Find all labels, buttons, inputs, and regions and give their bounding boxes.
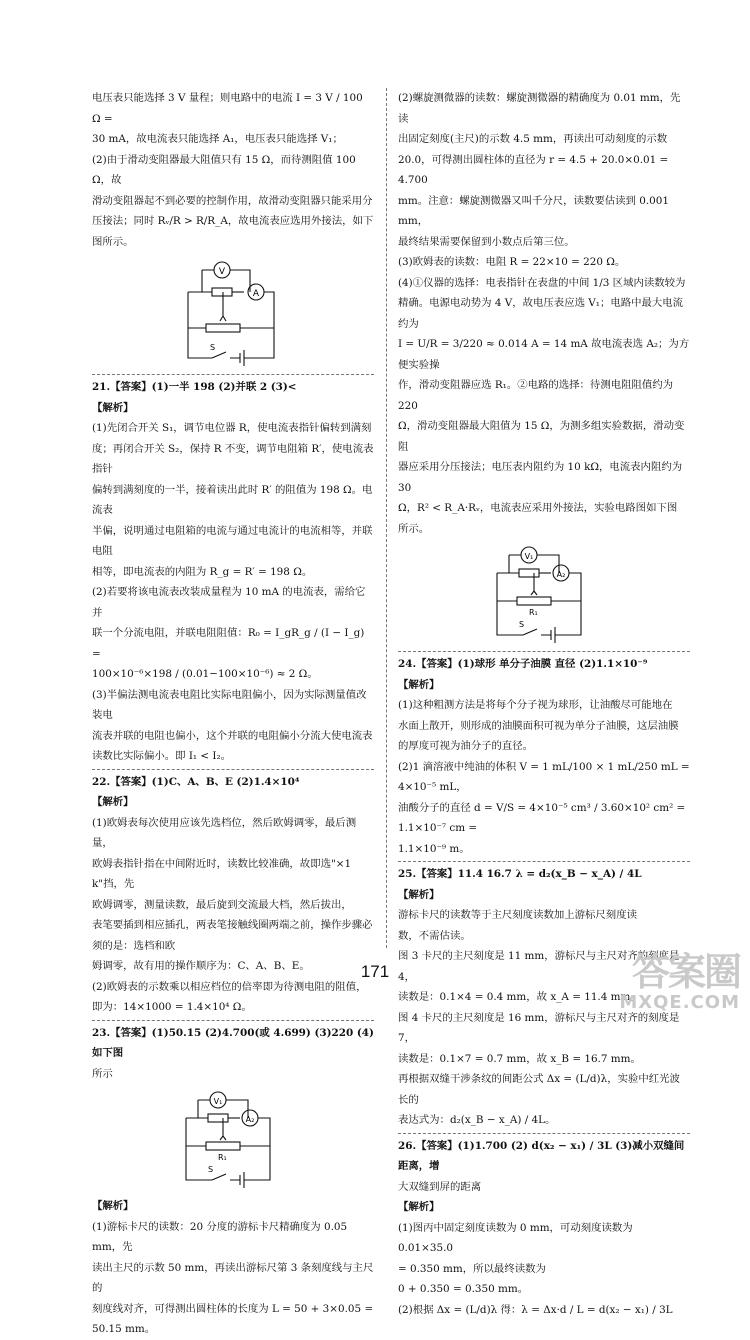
text-line: 再根据双缝干涉条纹的间距公式 Δx = (L/d)λ，实验中红光波长的 xyxy=(398,1073,680,1106)
text-line: 读数是：0.1×4 = 0.4 mm，故 x_A = 11.4 mm。 xyxy=(398,991,641,1003)
text-line: (2)螺旋测微器的读数：螺旋测微器的精确度为 0.01 mm，先读 xyxy=(398,92,681,125)
text-line: (1)欧姆表每次使用应该先选档位，然后欧姆调零，最后测量， xyxy=(92,816,357,849)
analysis-tag: 【解析】 xyxy=(398,678,440,691)
text-line: 压接法；同时 Rᵥ/R > R/R_A，故电流表应选用外接法，如下图所示。 xyxy=(92,215,374,248)
answer-line: 24.【答案】(1)球形 单分子油膜 直径 (2)1.1×10⁻⁹ xyxy=(398,658,648,670)
text-line: (3)欧姆表的读数：电阻 R = 22×10 = 220 Ω。 xyxy=(398,256,626,268)
text-line: 30 mA，故电流表只能选择 A₁，电压表只能选择 V₁； xyxy=(92,133,343,145)
text-line: Ω，滑动变阻器最大阻值为 15 Ω，为测多组实验数据，滑动变阻 xyxy=(398,420,685,453)
text-line: 读数比实际偏小。即 I₁ < I₂。 xyxy=(92,750,232,762)
question-23 xyxy=(92,1020,374,1340)
text-line: 即为：14×1000 = 1.4×10⁴ Ω。 xyxy=(92,1001,252,1013)
text-line: 图 3 卡尺的主尺刻度是 11 mm，游标尺与主尺对齐的刻度是 4， xyxy=(398,950,680,983)
text-line: (2)根据 Δx = (L/d)λ 得：λ = Δx·d / L = d(x₂ − x₁) / 3L xyxy=(398,1303,673,1316)
question-21 xyxy=(92,374,374,767)
answer-line: 21.【答案】(1)一半 198 (2)并联 2 (3)< xyxy=(92,381,297,393)
text-line: 姆调零，故有用的操作顺序为：C、A、B、E。 xyxy=(92,960,310,972)
text-line: 的厚度可视为油分子的直径。 xyxy=(398,740,534,752)
answer-line: 23.【答案】(1)50.15 (2)4.700(或 4.699) (3)220 (4)如下图 xyxy=(92,1026,374,1059)
text-line: (1)这种粗测方法是将每个分子视为球形，让油酸尽可能地在 xyxy=(398,699,673,711)
text-line: 度；再闭合开关 S₂，保持 R 不变，调节电阻箱 R′，使电流表指针 xyxy=(92,442,374,475)
text-line: 油酸分子的直径 d = V/S = 4×10⁻⁵ cm³ / 3.60×10² cm² = 1.1×10⁻⁷ cm = xyxy=(398,801,686,834)
rheostat-label: R₁ xyxy=(218,1153,227,1162)
voltmeter-label: V xyxy=(218,267,226,277)
analysis-tag: 【解析】 xyxy=(398,888,440,901)
text-line: 50.15 mm。 xyxy=(92,1323,156,1335)
analysis-tag: 【解析】 xyxy=(92,401,134,414)
text-line: 表笔要插到相应插孔，两表笔接触线圈两端之前，操作步骤必须的是：选档和欧 xyxy=(92,919,373,952)
text-line: 图 4 卡尺的主尺刻度是 16 mm，游标尺与主尺对齐的刻度是 7， xyxy=(398,1011,680,1044)
circuit-diagram-1 xyxy=(178,258,288,368)
text-line: 出固定刻度(主尺)的示数 4.5 mm，再读出可动刻度的示数 xyxy=(398,133,668,145)
answer-line-continued: 所示 xyxy=(92,1067,113,1080)
answer-line-continued: 大双缝到屏的距离 xyxy=(398,1180,482,1193)
watermark-logo xyxy=(590,952,740,1013)
switch-label: S xyxy=(519,620,525,629)
ammeter-label: A₂ xyxy=(556,570,566,579)
text-line: 游标卡尺的读数等于主尺刻度读数加上游标尺刻度读 xyxy=(398,909,637,921)
switch-label: S xyxy=(210,343,216,352)
circuit-diagram-2 xyxy=(178,1090,288,1190)
analysis-tag: 【解析】 xyxy=(92,1200,134,1212)
text-line: 表达式为：d₂(x_B − x_A) / 4L。 xyxy=(398,1114,556,1126)
text-line: = 0.350 mm，所以最终读数为 xyxy=(398,1262,546,1275)
text-line: 滑动变阻器起不到必要的控制作用，故滑动变阻器只能采用分 xyxy=(92,194,373,207)
text-line: (2)1 滴溶液中纯油的体积 V = 1 mL/100 × 1 mL/250 mL = 4×10⁻⁵ mL， xyxy=(398,760,690,793)
analysis-tag: 【解析】 xyxy=(398,1201,440,1213)
answer-line: 22.【答案】(1)C、A、B、E (2)1.4×10⁴ xyxy=(92,775,300,788)
text-line: 偏转到满刻度的一半，接着读出此时 R′ 的阻值为 198 Ω。电流表 xyxy=(92,483,373,516)
text-line: 联一个分流电阻，并联电阻阻值：R₀ = I_gR_g / (I − I_g) = xyxy=(92,627,365,660)
question-24 xyxy=(398,651,690,859)
text-line: 数，不需估读。 xyxy=(398,929,471,942)
question-26 xyxy=(398,1133,690,1321)
text-line: (4)①仪器的选择：电表指针在表盘的中间 1/3 区域内读数较为 xyxy=(398,276,686,289)
column-divider xyxy=(386,88,387,948)
switch-label: S xyxy=(208,1165,214,1174)
text-line: 最终结果需要保留到小数点后第三位。 xyxy=(398,235,575,248)
text-line: 读出主尺的示数 50 mm，再读出游标尺第 3 条刻度线与主尺的 xyxy=(92,1261,374,1294)
text-line: 所示。 xyxy=(398,522,430,535)
voltmeter-label: V₁ xyxy=(213,1097,223,1106)
text-line: (1)图丙中固定刻度读数为 0 mm，可动刻度读数为 0.01×35.0 xyxy=(398,1221,633,1254)
watermark-line1: 答案圈 xyxy=(631,950,740,994)
left-column xyxy=(92,88,374,1340)
text-line: 0 + 0.350 = 0.350 mm。 xyxy=(398,1283,529,1295)
voltmeter-label: V₁ xyxy=(524,552,534,561)
analysis-tag: 【解析】 xyxy=(92,796,134,808)
ammeter-label: A xyxy=(252,289,260,299)
text-line: 刻度线对齐，可得测出圆柱体的长度为 L = 50 + 3×0.05 = xyxy=(92,1302,374,1315)
text-line: (1)先闭合开关 S₁，调节电位器 R，使电流表指针偏转到满刻 xyxy=(92,422,372,434)
text-line: 100×10⁻⁶×198 / (0.01−100×10⁻⁶) ≈ 2 Ω。 xyxy=(92,668,318,680)
ammeter-label: A₂ xyxy=(245,1115,255,1124)
answer-line: 25.【答案】11.4 16.7 λ = d₂(x_B − x_A) / 4L xyxy=(398,868,642,880)
watermark-line2: MXQE.COM xyxy=(619,992,740,1013)
right-column xyxy=(398,88,690,1320)
text-line: 水面上散开，则形成的油膜面积可视为单分子油膜，这层油膜 xyxy=(398,719,679,732)
circuit-diagram-3 xyxy=(489,545,599,645)
text-line: (2)欧姆表的示数乘以相应档位的倍率即为待测电阻的阻值， xyxy=(92,980,367,993)
answer-line: 26.【答案】(1)1.700 (2) d(x₂ − x₁) / 3L (3)减小双缝间距离，增 xyxy=(398,1139,685,1172)
text-line: I = U/R = 3/220 ≈ 0.014 A = 14 mA 故电流表选 A₂；为方便实验操 xyxy=(398,338,690,371)
text-line: 相等，即电流表的内阻为 R_g = R′ = 198 Ω。 xyxy=(92,565,313,578)
text-line: 电压表只能选择 3 V 量程；则电路中的电流 I = 3 V / 100 Ω = xyxy=(92,92,363,125)
text-line: Ω，R² < R_A·Rᵥ，电流表应采用外接法，实验电路图如下图 xyxy=(398,502,678,514)
text-line: (2)若要将该电流表改装成量程为 10 mA 的电流表，需给它并 xyxy=(92,586,366,619)
text-line: 欧姆表指针指在中间附近时，读数比较准确，故即选"×1 k"挡，先 xyxy=(92,857,352,890)
text-line: (1)游标卡尺的读数：20 分度的游标卡尺精确度为 0.05 mm，先 xyxy=(92,1220,348,1253)
rheostat-label: R₁ xyxy=(529,608,538,617)
text-line: (2)由于滑动变阻器最大阻值只有 15 Ω，而待测阻值 100 Ω，故 xyxy=(92,153,356,186)
text-line: (3)半偏法测电流表电阻比实际电阻偏小，因为实际测量值改装电 xyxy=(92,688,367,721)
text-line: 流表并联的电阻也偏小，这个并联的电阻偏小分流大使电流表 xyxy=(92,729,373,742)
text-line: 读数是：0.1×7 = 0.7 mm，故 x_B = 16.7 mm。 xyxy=(398,1052,641,1065)
text-line: 作，滑动变阻器应选 R₁。②电路的选择：待测电阻阻值约为 220 xyxy=(398,379,674,412)
text-line: 半偏，说明通过电阻箱的电流与通过电流计的电流相等，并联电阻 xyxy=(92,524,373,557)
page-number: 171 xyxy=(360,962,390,981)
text-line: 器应采用分压接法；电压表内阻约为 10 kΩ，电流表内阻约为 30 xyxy=(398,461,683,494)
text-line: 精确。电源电动势为 4 V，故电压表应选 V₁；电路中最大电流约为 xyxy=(398,297,684,330)
text-line: 欧姆调零，测量读数，最后旋到交流最大档，然后拔出， xyxy=(92,898,352,911)
text-line: mm。注意：螺旋测微器又叫千分尺，读数要估读到 0.001 mm， xyxy=(398,194,669,227)
text-line: 20.0，可得测出圆柱体的直径为 r = 4.5 + 20.0×0.01 = 4.700 xyxy=(398,153,669,186)
text-line: 1.1×10⁻⁹ m。 xyxy=(398,842,470,855)
